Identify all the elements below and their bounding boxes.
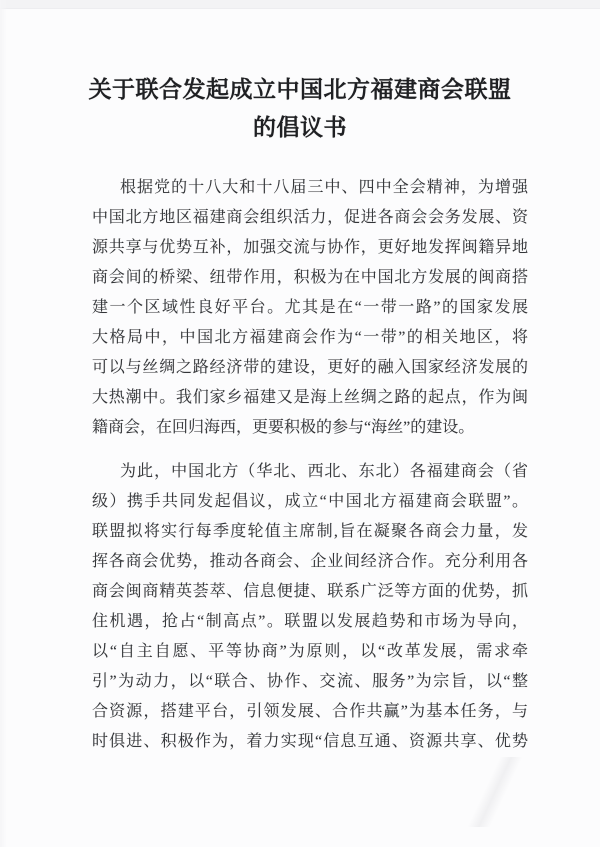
document-body <box>92 173 528 757</box>
title-line-2: 的倡议书 <box>253 114 347 140</box>
body-line: 根据党的十八大和十八届三中、四中全会精神，为增强 <box>120 179 528 196</box>
body-line: 大热潮中。我们家乡福建又是海上丝绸之路的起点，作为闽 <box>92 389 528 406</box>
body-line: 大格局中，中国北方福建商会作为“一带”的相关地区，将 <box>92 329 528 346</box>
body-line: 建一个区域性良好平台。尤其是在“一带一路”的国家发展 <box>92 299 528 316</box>
paragraph <box>92 457 528 757</box>
body-line: 时俱进、积极作为，着力实现“信息互通、资源共享、优势 <box>92 733 528 750</box>
body-line: 籍商会，在回归海西，更要积极的参与“海丝”的建设。 <box>92 419 475 436</box>
body-line: 源共享与优势互补，加强交流与协作，更好地发挥闽籍异地 <box>92 239 528 256</box>
document-title <box>0 70 600 146</box>
scan-artifact <box>415 757 575 827</box>
body-line: 中国北方地区福建商会组织活力，促进各商会会务发展、资 <box>92 209 528 226</box>
body-line: 合资源，搭建平台，引领发展、合作共赢”为基本任务，与 <box>92 703 528 720</box>
body-line: 可以与丝绸之路经济带的建设，更好的融入国家经济发展的 <box>92 359 528 376</box>
body-line: 引”为动力，以“联合、协作、交流、服务”为宗旨，以“整 <box>92 673 528 690</box>
body-line: 住机遇，抢占“制高点”。联盟以发展趋势和市场为导向， <box>92 613 528 630</box>
body-line: 挥各商会优势，推动各商会、企业间经济合作。充分利用各 <box>92 553 528 570</box>
title-line-1: 关于联合发起成立中国北方福建商会联盟 <box>88 76 512 102</box>
body-line: 联盟拟将实行每季度轮值主席制,旨在凝聚各商会力量，发 <box>92 523 528 540</box>
paragraph <box>92 173 528 443</box>
body-line: 商会间的桥梁、纽带作用，积极为在中国北方发展的闽商搭 <box>92 269 528 286</box>
body-line: 以“自主自愿、平等协商”为原则，以“改革发展，需求牵 <box>92 643 528 660</box>
body-line: 商会闽商精英荟萃、信息便捷、联系广泛等方面的优势，抓 <box>92 583 528 600</box>
body-line: 级）携手共同发起倡议，成立“中国北方福建商会联盟”。 <box>92 493 528 510</box>
document-content <box>88 0 528 757</box>
body-line: 为此，中国北方（华北、西北、东北）各福建商会（省 <box>120 463 528 480</box>
